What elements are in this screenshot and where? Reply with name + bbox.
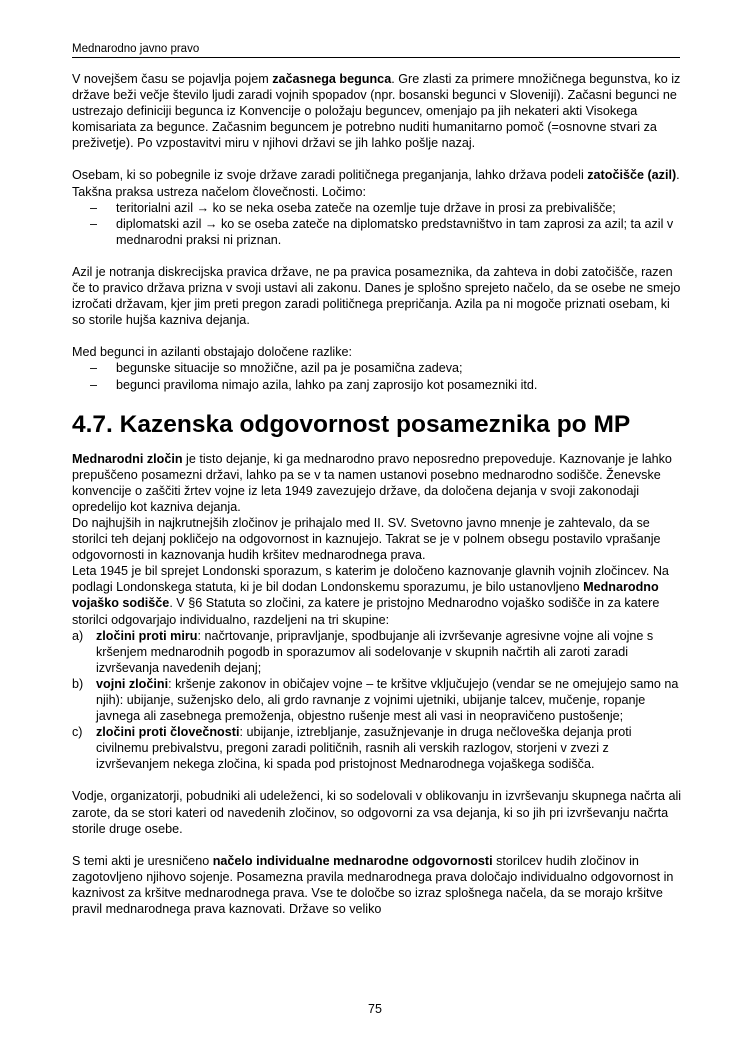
paragraph-temporary-refugee	[72, 71, 682, 151]
paragraph-leaders: Vodje, organizatorji, pobudniki ali udeleženci, ki so sodelovali v oblikovanju in izvrševanju skupnega načrta ali zarote, da se stori kateri od navedenih zločinov, so odgovorni za vsa dejanja, ki so jih pri izvrševanju načrta storile druge osebe.	[72, 789, 682, 836]
text-run: : ubijanje, iztrebljanje, zasužnjevanje in druga nečloveška dejanja proti civilnemu prebivalstvu, pregoni zaradi političnih, rasnih ali verskih razlogov, storjeni v zvezi z izvrševanjem nekega zločina, ki spada pod pristojnost Mednarodnega vojaškega sodišča.	[96, 725, 632, 772]
text-run: S temi akti je uresničeno	[72, 853, 213, 868]
list-marker: c)	[72, 725, 83, 740]
paragraph-asylum	[72, 167, 682, 199]
text-run: storilcev hudih zločinov in zagotovljeno njihovo sojenje. Posamezna pravila mednarodnega prava določajo individualno odgovornost in kaznivost za kršitve mednarodnega prava. Vse te določbe so izraz splošnega načela, da se morajo kršitve pravil mednarodnega prava kaznovati. Države so veliko	[72, 853, 674, 917]
term-individual-responsibility: načelo individualne mednarodne odgovornosti	[212, 853, 493, 868]
crime-category: vojni zločini	[96, 676, 169, 691]
text-run: : načrtovanje, pripravljanje, spodbujanje ali izvrševanje agresivne vojne ali vojne s kršenjem mednarodnih pogodb in sporazumov ali sodelovanje v skupnih načrtih ali zaroti zaradi izvrševanja navedenih dejanj;	[96, 628, 654, 675]
crime-category: zločini proti miru	[96, 628, 198, 643]
text-run: . Gre zlasti za primere množičnega begunstva, ko iz države beži večje število ljudi zaradi vojnih spopadov (npr. bosanski begunci v Sloveniji). Začasni begunci ne ustrezajo definiciji begunca iz Konvencije o položaju beguncev, omenjajo pa jih nekateri akti Visokega komisariata za begunce. Začasnim beguncem je potrebno nuditi humanitarno pomoč (=osnovne stvari za preživetje). Po vzpostavitvi miru v njihovi državi se jih lahko pošlje nazaj.	[72, 72, 681, 151]
text-run: : kršenje zakonov in običajev vojne – te kršitve vključujejo (vendar se ne omejujejo samo na njih): ubijanje, suženjsko delo, ali grdo ravnanje z vojnimi ujetniki, ubijanje talcev, mučenje, ropanje javnega ali zasebnega premoženja, objestno rušenje mest ali vasi in neopravičeno pustošenje;	[96, 676, 679, 724]
list-item	[72, 676, 682, 724]
differences-list	[72, 360, 682, 392]
text-run: . V §6 Statuta so zločini, za katere je pristojno Mednarodno vojaško sodišče in za katere storilci odgovarjajo individualno, razdeljeni na tri skupine:	[72, 596, 660, 627]
list-item	[72, 628, 682, 676]
paragraph-international-crime	[72, 451, 682, 515]
list-item: – teritorialni azil → ko se neka oseba zateče na ozemlje tuje države in prosi za prebivališče;	[72, 200, 682, 216]
header-title: Mednarodno javno pravo	[72, 43, 200, 55]
paragraph-individual-responsibility	[72, 853, 682, 917]
text-run: je tisto dejanje, ki ga mednarodno pravo neposredno prepoveduje. Kaznovanje je lahko prepuščeno posamezni državi, lahko pa se v ta namen ustanovi posebno mednarodno sodišče. Ženevske konvencije o zaščiti žrtev vojne iz leta 1949 zavezujejo države, da določena dejanja v svoji zakonodaji opredelijo kot kazniva dejanja.	[72, 451, 672, 514]
section-heading: 4.7. Kazenska odgovornost posameznika po MP	[72, 410, 631, 438]
list-item: – begunske situacije so množične, azil pa je posamična zadeva;	[72, 360, 682, 376]
paragraph-ww2: Do najhujših in najkrutnejših zločinov je prihajalo med II. SV. Svetovno javno mnenje je zahtevalo, da se storilci teh dejanj pokličejo na odgovornost in kaznujejo. Takrat se je v polnem obsegu postavilo vprašanje odgovornosti in kaznovanja hudih kršitev mednarodnega prava.	[72, 515, 661, 563]
paragraph-london-agreement	[72, 563, 682, 627]
list-marker: a)	[72, 628, 84, 643]
asylum-types-list	[72, 200, 682, 248]
list-item: – diplomatski azil → ko se oseba zateče na diplomatsko predstavništvo in tam zaprosi za azil; ta azil v mednarodni praksi ni priznan.	[72, 216, 682, 248]
list-item: – begunci praviloma nimajo azila, lahko pa zanj zaprosijo kot posamezniki itd.	[72, 377, 682, 393]
text-run: V novejšem času se pojavlja pojem	[72, 72, 273, 86]
text-run: Leta 1945 je bil sprejet Londonski sporazum, s katerim je določeno kaznovanje glavnih vojnih zločincev. Na podlagi Londonskega statuta, ki je bil dodan Londonskemu sporazumu, je bilo ustanovljeno	[72, 564, 669, 595]
term-asylum: zatočišče (azil)	[587, 168, 677, 183]
crimes-list	[72, 628, 682, 773]
list-marker: b)	[72, 676, 84, 691]
text-run: . Takšna praksa ustreza načelom človečnosti. Ločimo:	[72, 168, 680, 199]
list-item	[72, 724, 682, 772]
term-temporary-refugee: začasnega begunca	[272, 72, 392, 86]
page-header	[72, 43, 680, 58]
text-run: Osebam, ki so pobegnile iz svoje države zaradi političnega preganjanja, lahko država podeli	[72, 168, 588, 183]
crime-category: zločini proti človečnosti	[96, 725, 240, 740]
term-military-tribunal: Mednarodno vojaško sodišče	[72, 580, 659, 611]
term-international-crime: Mednarodni zločin	[72, 451, 183, 466]
paragraph-differences: Med begunci in azilanti obstajajo določene razlike:	[72, 345, 353, 360]
paragraph-asylum-right: Azil je notranja diskrecijska pravica države, ne pa pravica posameznika, da zahteva in dobi zatočišče, razen če to pravico država prizna v svoji ustavi ali zakonu. Danes je splošno sprejeto načelo, da se osebe ne smejo izročati državam, kjer jim preti pregon zaradi političnega prepričanja. Azila pa ni mogoče priznati osebam, ki so storile hujša kazniva dejanja.	[72, 264, 681, 328]
document-body	[72, 71, 682, 917]
page-number: 75	[368, 1002, 382, 1016]
